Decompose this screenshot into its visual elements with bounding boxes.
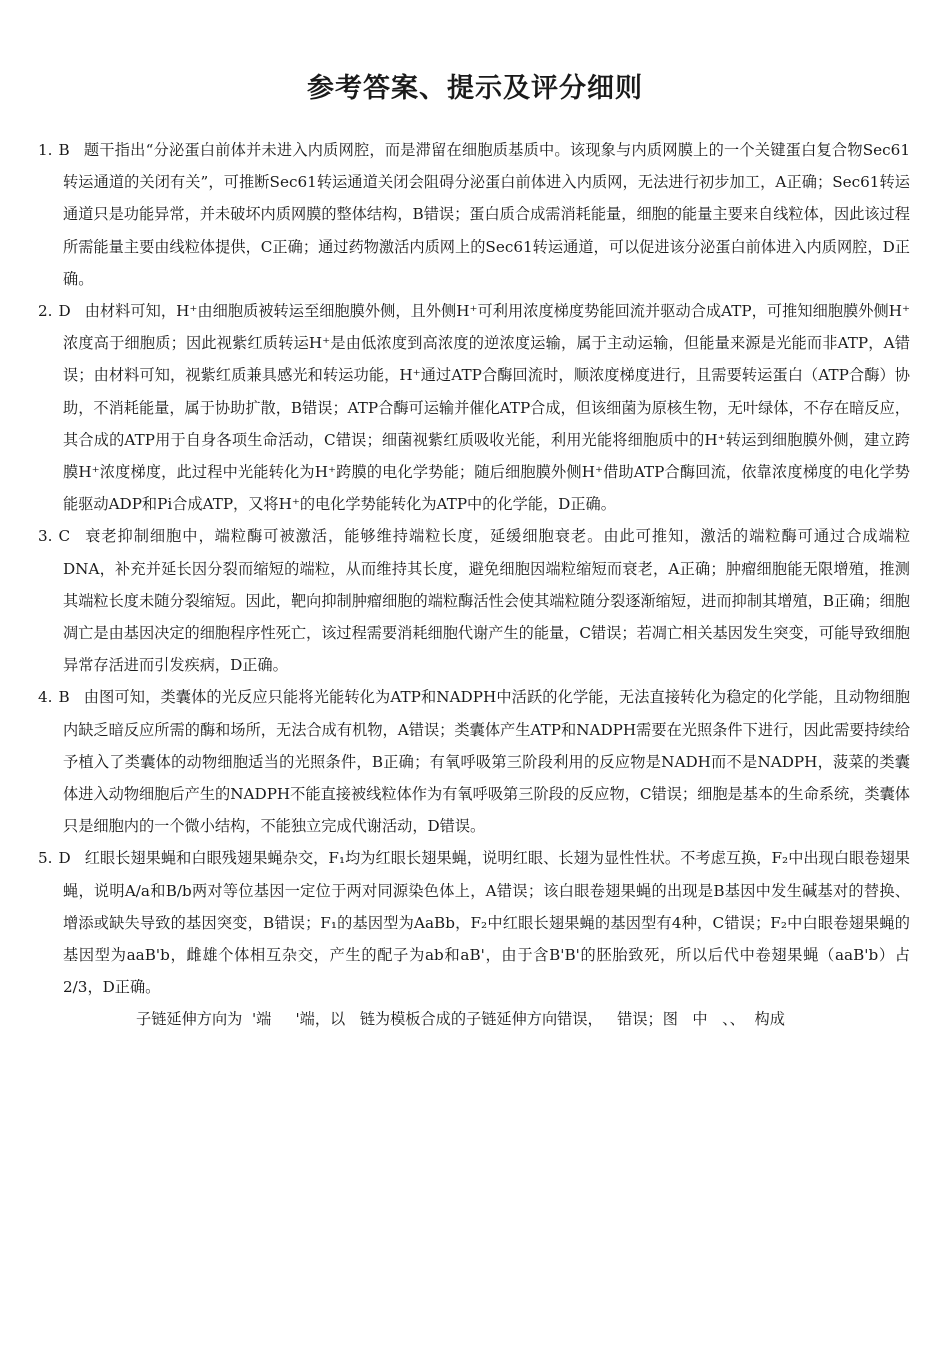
- question-number: 1.: [38, 141, 53, 159]
- answer-item-5: [38, 842, 910, 1003]
- answer-letter: D: [58, 302, 71, 321]
- trailing-partial-line: 子链延伸方向为 '端 '端，以 链为模板合成的子链延伸方向错误， 错误；图 中 、、 构成: [136, 1010, 785, 1029]
- explanation-text: 由图可知，类囊体的光反应只能将光能转化为ATP和NADPH中活跃的化学能，无法直接转化为稳定的化学能，且动物细胞内缺乏暗反应所需的酶和场所，无法合成有机物，A错误；类囊体产生ATP和NADPH需要在光照条件下进行，因此需要持续给予植入了类囊体的动物细胞适当的光照条件，B正确；有氧呼吸第三阶段利用的反应物是NADH而不是NADPH，菠菜的类囊体进入动物细胞后产生的NADPH不能直接被线粒体作为有氧呼吸第三阶段的反应物，C错误；细胞是基本的生命系统，类囊体只是细胞内的一个微小结构，不能独立完成代谢活动，D错误。: [63, 688, 910, 836]
- question-number: 5.: [38, 849, 53, 868]
- explanation-text: 由材料可知，H⁺由细胞质被转运至细胞膜外侧，且外侧H⁺可利用浓度梯度势能回流并驱动合成ATP，可推知细胞膜外侧H⁺浓度高于细胞质；因此视紫红质转运H⁺是由低浓度到高浓度的逆浓度运输，属于主动运输，但能量来源是光能而非ATP，A错误；由材料可知，视紫红质兼具感光和转运功能，H⁺通过ATP合酶回流时，顺浓度梯度进行，且需要转运蛋白（ATP合酶）协助，不消耗能量，属于协助扩散，B错误；ATP合酶可运输并催化ATP合成，但该细菌为原核生物，无叶绿体，不存在暗反应，其合成的ATP用于自身各项生命活动，C错误；细菌视紫红质吸收光能，利用光能将细胞质中的H⁺转运到细胞膜外侧，建立跨膜H⁺浓度梯度，此过程中光能转化为H⁺跨膜的电化学势能；随后细胞膜外侧H⁺借助ATP合酶回流，依靠浓度梯度的电化学势能驱动ADP和Pi合成ATP，又将H⁺的电化学势能转化为ATP中的化学能，D正确。: [63, 302, 910, 514]
- answer-item-4: [38, 681, 910, 842]
- explanation-text: 衰老抑制细胞中，端粒酶可被激活，能够维持端粒长度，延缓细胞衰老。由此可推知，激活的端粒酶可通过合成端粒DNA，补充并延长因分裂而缩短的端粒，从而维持其长度，避免细胞因端粒缩短而衰老，A正确；肿瘤细胞能无限增殖，推测其端粒长度未随分裂缩短。因此，靶向抑制肿瘤细胞的端粒酶活性会使其端粒随分裂逐渐缩短，进而抑制其增殖，B正确；细胞凋亡是由基因决定的细胞程序性死亡，该过程需要消耗细胞代谢产生的能量，C错误；若凋亡相关基因发生突变，可能导致细胞异常存活进而引发疾病，D正确。: [63, 527, 910, 675]
- answer-item-3: [38, 520, 910, 681]
- question-number: 4.: [38, 688, 53, 707]
- explanation-text: 红眼长翅果蝇和白眼残翅果蝇杂交，F₁均为红眼长翅果蝇，说明红眼、长翅为显性性状。不考虑互换，F₂中出现白眼卷翅果蝇，说明A/a和B/b两对等位基因一定位于两对同源染色体上，A错误；该白眼卷翅果蝇的出现是B基因中发生碱基对的替换、增添或缺失导致的基因突变，B错误；F₁的基因型为AaBb，F₂中红眼长翅果蝇的基因型有4种，C错误；F₂中白眼卷翅果蝇的基因型为aaB'b，雌雄个体相互杂交，产生的配子为ab和aB'，由于含B'B'的胚胎致死，所以后代中卷翅果蝇（aaB'b）占2/3，D正确。: [63, 849, 910, 997]
- answer-letter: B: [58, 688, 70, 707]
- question-number: 3.: [38, 527, 53, 546]
- answer-letter: C: [58, 527, 71, 546]
- answer-item-2: [38, 295, 910, 520]
- answer-letter: B: [58, 141, 70, 159]
- explanation-text: 题干指出“分泌蛋白前体并未进入内质网腔，而是滞留在细胞质基质中。该现象与内质网膜上的一个关键蛋白复合物Sec61转运通道的关闭有关”，可推断Sec61转运通道关闭会阻碍分泌蛋白前体进入内质网，无法进行初步加工，A正确；Sec61转运通道只是功能异常，并未破坏内质网膜的整体结构，B错误；蛋白质合成需消耗能量，细胞的能量主要来自线粒体，因此该过程所需能量主要由线粒体提供，C正确；通过药物激活内质网上的Sec61转运通道，可以促进该分泌蛋白前体进入内质网腔，D正确。: [63, 141, 910, 288]
- page-title: 参考答案、提示及评分细则: [307, 73, 643, 104]
- answer-item-1: [38, 134, 910, 295]
- answer-list: [38, 134, 910, 1036]
- answer-letter: D: [58, 849, 71, 868]
- question-number: 2.: [38, 302, 53, 321]
